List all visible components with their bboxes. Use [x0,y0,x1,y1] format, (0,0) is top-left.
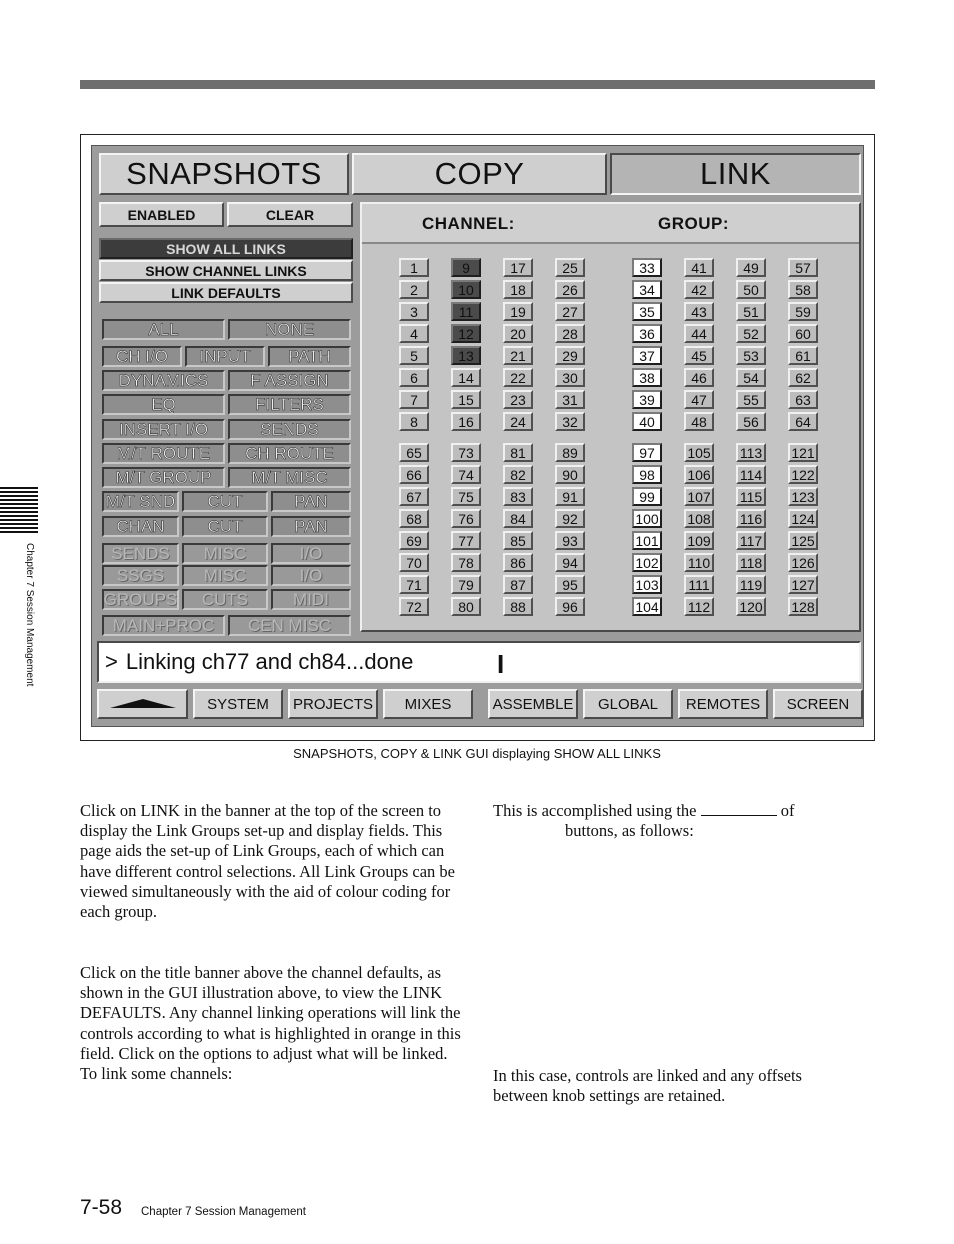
channel-button-105[interactable]: 105 [684,443,714,462]
channel-button-99[interactable]: 99 [632,487,662,506]
channel-button-40[interactable]: 40 [632,412,662,431]
channel-button-100[interactable]: 100 [632,509,662,528]
link-option-cuts[interactable]: CUTS [182,589,268,610]
channel-button-103[interactable]: 103 [632,575,662,594]
channel-button-104[interactable]: 104 [632,597,662,616]
link-option-i-o[interactable]: I/O [271,543,351,564]
channel-button-69[interactable]: 69 [399,531,429,550]
channel-button-50[interactable]: 50 [736,280,766,299]
channel-button-83[interactable]: 83 [503,487,533,506]
channel-button-27[interactable]: 27 [555,302,585,321]
nav-mixes-button[interactable]: MIXES [383,689,473,719]
channel-button-122[interactable]: 122 [788,465,818,484]
link-option-f-assign[interactable]: F ASSIGN [228,370,351,391]
link-option-cut[interactable]: CUT [182,491,268,512]
channel-button-85[interactable]: 85 [503,531,533,550]
channel-button-114[interactable]: 114 [736,465,766,484]
link-option-path[interactable]: PATH [268,346,351,367]
channel-button-11[interactable]: 11 [451,302,481,321]
channel-button-30[interactable]: 30 [555,368,585,387]
channel-button-14[interactable]: 14 [451,368,481,387]
channel-button-82[interactable]: 82 [503,465,533,484]
nav-remotes-button[interactable]: REMOTES [678,689,768,719]
channel-button-62[interactable]: 62 [788,368,818,387]
channel-button-72[interactable]: 72 [399,597,429,616]
channel-button-26[interactable]: 26 [555,280,585,299]
channel-button-94[interactable]: 94 [555,553,585,572]
link-defaults-button[interactable]: LINK DEFAULTS [99,282,353,303]
channel-button-22[interactable]: 22 [503,368,533,387]
channel-button-53[interactable]: 53 [736,346,766,365]
channel-button-18[interactable]: 18 [503,280,533,299]
channel-button-35[interactable]: 35 [632,302,662,321]
channel-button-121[interactable]: 121 [788,443,818,462]
channel-button-36[interactable]: 36 [632,324,662,343]
channel-button-39[interactable]: 39 [632,390,662,409]
figure-caption: SNAPSHOTS, COPY & LINK GUI displaying SHOW ALL LINKS [293,746,661,761]
channel-button-7[interactable]: 7 [399,390,429,409]
channel-button-128[interactable]: 128 [788,597,818,616]
channel-button-42[interactable]: 42 [684,280,714,299]
channel-button-23[interactable]: 23 [503,390,533,409]
channel-button-80[interactable]: 80 [451,597,481,616]
channel-button-20[interactable]: 20 [503,324,533,343]
channel-button-84[interactable]: 84 [503,509,533,528]
channel-button-120[interactable]: 120 [736,597,766,616]
channel-button-106[interactable]: 106 [684,465,714,484]
link-option-eq[interactable]: EQ [102,394,225,415]
channel-button-97[interactable]: 97 [632,443,662,462]
link-option-midi[interactable]: MIDI [271,589,351,610]
link-option-ssgs[interactable]: SSGS [102,565,179,586]
group-label: GROUP: [658,214,729,233]
body-paragraph-right-2: In this case, controls are linked and any offsets between knob settings are retained. [493,1066,802,1106]
link-option-main-proc[interactable]: MAIN+PROC [102,615,225,636]
channel-button-76[interactable]: 76 [451,509,481,528]
channel-button-111[interactable]: 111 [684,575,714,594]
channel-button-44[interactable]: 44 [684,324,714,343]
channel-button-10[interactable]: 10 [451,280,481,299]
channel-button-57[interactable]: 57 [788,258,818,277]
channel-button-89[interactable]: 89 [555,443,585,462]
channel-button-125[interactable]: 125 [788,531,818,550]
channel-button-33[interactable]: 33 [632,258,662,277]
channel-button-123[interactable]: 123 [788,487,818,506]
gui-figure [80,134,875,741]
channel-button-46[interactable]: 46 [684,368,714,387]
channel-button-74[interactable]: 74 [451,465,481,484]
channel-button-29[interactable]: 29 [555,346,585,365]
link-option-cut[interactable]: CUT [182,516,268,537]
top-rule [80,80,875,89]
channel-button-37[interactable]: 37 [632,346,662,365]
channel-button-25[interactable]: 25 [555,258,585,277]
link-option-misc[interactable]: MISC [182,565,268,586]
channel-button-79[interactable]: 79 [451,575,481,594]
channel-button-34[interactable]: 34 [632,280,662,299]
nav-screen-button[interactable]: SCREEN [773,689,863,719]
channel-button-59[interactable]: 59 [788,302,818,321]
channel-button-67[interactable]: 67 [399,487,429,506]
nav-projects-button[interactable]: PROJECTS [288,689,378,719]
link-option-groups[interactable]: GROUPS [103,589,178,609]
show-channel-links-button[interactable]: SHOW CHANNEL LINKS [99,260,353,281]
link-option-dynamics[interactable]: DYNAMICS [102,370,225,391]
channel-button-48[interactable]: 48 [684,412,714,431]
link-option-m-t-snd[interactable]: M/T SND [102,491,179,512]
banner-snapshots[interactable]: SNAPSHOTS [99,153,349,195]
channel-button-127[interactable]: 127 [788,575,818,594]
channel-button-63[interactable]: 63 [788,390,818,409]
channel-button-75[interactable]: 75 [451,487,481,506]
channel-button-58[interactable]: 58 [788,280,818,299]
channel-button-98[interactable]: 98 [632,465,662,484]
link-option-sends[interactable]: SENDS [102,543,179,564]
channel-button-110[interactable]: 110 [684,553,714,572]
channel-button-92[interactable]: 92 [555,509,585,528]
channel-button-124[interactable]: 124 [788,509,818,528]
channel-button-77[interactable]: 77 [451,531,481,550]
channel-button-43[interactable]: 43 [684,302,714,321]
clear-button[interactable]: CLEAR [227,202,353,227]
link-option-insert-i-o[interactable]: INSERT I/O [102,419,225,440]
text-cursor-icon: I [497,649,505,679]
channel-button-32[interactable]: 32 [555,412,585,431]
channel-button-15[interactable]: 15 [451,390,481,409]
link-option-misc[interactable]: MISC [182,543,268,564]
channel-button-28[interactable]: 28 [555,324,585,343]
channel-button-61[interactable]: 61 [788,346,818,365]
channel-button-107[interactable]: 107 [684,487,714,506]
link-option-chan[interactable]: CHAN [102,516,179,537]
channel-button-2[interactable]: 2 [399,280,429,299]
channel-button-51[interactable]: 51 [736,302,766,321]
up-arrow-icon [110,699,176,708]
channel-button-113[interactable]: 113 [736,443,766,462]
channel-button-68[interactable]: 68 [399,509,429,528]
channel-button-55[interactable]: 55 [736,390,766,409]
channel-button-45[interactable]: 45 [684,346,714,365]
channel-button-66[interactable]: 66 [399,465,429,484]
nav-global-button[interactable]: GLOBAL [583,689,673,719]
channel-button-19[interactable]: 19 [503,302,533,321]
channel-button-1[interactable]: 1 [399,258,429,277]
channel-button-78[interactable]: 78 [451,553,481,572]
channel-button-102[interactable]: 102 [632,553,662,572]
body-paragraph-1: Click on LINK in the banner at the top of the screen to display the Link Groups set-up and display fields. This page aids the set-up of Link Groups, each of which can have different control selections. All Link Groups can be viewed simultaneously with the aid of colour coding for each group. [80,801,455,922]
channel-label: CHANNEL: [422,214,515,233]
link-option-m-t-route[interactable]: M/T ROUTE [102,443,225,464]
channel-button-115[interactable]: 115 [736,487,766,506]
channel-button-119[interactable]: 119 [736,575,766,594]
link-gui [91,145,864,727]
link-option-m-t-misc[interactable]: M/T MISC [228,467,351,488]
nav-assemble-button[interactable]: ASSEMBLE [488,689,578,719]
channel-button-4[interactable]: 4 [399,324,429,343]
channel-button-24[interactable]: 24 [503,412,533,431]
channel-button-41[interactable]: 41 [684,258,714,277]
link-option-i-o[interactable]: I/O [271,565,351,586]
nav-system-button[interactable]: SYSTEM [193,689,283,719]
channel-button-81[interactable]: 81 [503,443,533,462]
link-option-filters[interactable]: FILTERS [228,394,351,415]
channel-button-91[interactable]: 91 [555,487,585,506]
channel-button-47[interactable]: 47 [684,390,714,409]
scroll-up-button[interactable] [97,689,188,719]
show-all-links-button[interactable]: SHOW ALL LINKS [99,238,353,259]
channel-button-5[interactable]: 5 [399,346,429,365]
channel-button-3[interactable]: 3 [399,302,429,321]
channel-button-9[interactable]: 9 [451,258,481,277]
channel-button-117[interactable]: 117 [736,531,766,550]
channel-panel [360,202,861,632]
link-option-m-t-group[interactable]: M/T GROUP [102,467,225,488]
channel-button-116[interactable]: 116 [736,509,766,528]
channel-button-112[interactable]: 112 [684,597,714,616]
channel-button-95[interactable]: 95 [555,575,585,594]
channel-button-52[interactable]: 52 [736,324,766,343]
channel-button-56[interactable]: 56 [736,412,766,431]
channel-button-13[interactable]: 13 [451,346,481,365]
sidebar-chapter: Chapter 7 Session Management [24,543,35,687]
channel-button-8[interactable]: 8 [399,412,429,431]
channel-button-31[interactable]: 31 [555,390,585,409]
channel-panel-header [362,204,859,244]
channel-button-54[interactable]: 54 [736,368,766,387]
channel-button-49[interactable]: 49 [736,258,766,277]
channel-button-90[interactable]: 90 [555,465,585,484]
channel-button-16[interactable]: 16 [451,412,481,431]
channel-button-64[interactable]: 64 [788,412,818,431]
channel-button-96[interactable]: 96 [555,597,585,616]
link-option-all[interactable]: ALL [102,319,225,340]
prompt-symbol: > [105,649,118,674]
channel-button-12[interactable]: 12 [451,324,481,343]
channel-button-65[interactable]: 65 [399,443,429,462]
channel-button-118[interactable]: 118 [736,553,766,572]
page-number: 7-58 [80,1196,123,1219]
link-option-input[interactable]: INPUT [185,346,265,367]
link-option-pan[interactable]: PAN [271,491,351,512]
channel-button-88[interactable]: 88 [503,597,533,616]
link-option-sends[interactable]: SENDS [228,419,351,440]
channel-button-17[interactable]: 17 [503,258,533,277]
chapter-tab-marker [0,487,38,534]
channel-button-126[interactable]: 126 [788,553,818,572]
channel-button-87[interactable]: 87 [503,575,533,594]
banner-copy[interactable]: COPY [352,153,607,195]
banner-link[interactable]: LINK [610,153,861,195]
blank-field [701,802,777,816]
channel-button-70[interactable]: 70 [399,553,429,572]
channel-button-60[interactable]: 60 [788,324,818,343]
channel-button-6[interactable]: 6 [399,368,429,387]
link-option-pan[interactable]: PAN [271,516,351,537]
link-option-none[interactable]: NONE [228,319,351,340]
command-text: Linking ch77 and ch84...done [125,649,414,674]
channel-button-93[interactable]: 93 [555,531,585,550]
channel-button-21[interactable]: 21 [503,346,533,365]
channel-button-109[interactable]: 109 [684,531,714,550]
command-line[interactable] [97,641,861,683]
link-option-ch-route[interactable]: CH ROUTE [228,443,351,464]
channel-button-101[interactable]: 101 [632,531,662,550]
link-option-ch-i-o[interactable]: CH I/O [102,346,182,367]
enabled-button[interactable]: ENABLED [99,202,224,227]
channel-button-108[interactable]: 108 [684,509,714,528]
body-paragraph-right-1: This is accomplished using the of buttons, as follows: [493,801,795,841]
channel-button-73[interactable]: 73 [451,443,481,462]
channel-button-38[interactable]: 38 [632,368,662,387]
body-paragraph-2: Click on the title banner above the channel defaults, as shown in the GUI illustration above, to view the LINK DEFAULTS. Any channel linking operations will link the controls according to what is highlighted in orange in this field. Click on the options to adjust what will be linked. To link some channels: [80,963,461,1084]
channel-button-71[interactable]: 71 [399,575,429,594]
channel-button-86[interactable]: 86 [503,553,533,572]
link-option-cen-misc[interactable]: CEN MISC [228,615,351,636]
footer-chapter: Chapter 7 Session Management [141,1206,306,1218]
